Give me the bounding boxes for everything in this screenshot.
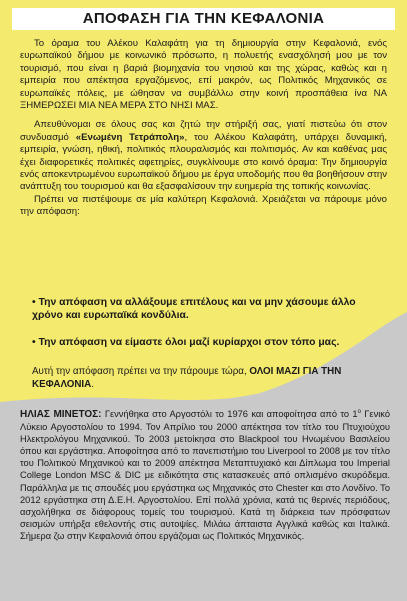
- closing-end: .: [91, 378, 94, 390]
- page-title: ΑΠΟΦΑΣΗ ΓΙΑ ΤΗΝ ΚΕΦΑΛΟΝΙΑ: [12, 8, 395, 30]
- main-text: [20, 38, 387, 219]
- bio-name: ΗΛΙΑΣ ΜΙΝΕΤΟΣ:: [20, 409, 102, 420]
- paragraph-2: [20, 119, 387, 193]
- paragraph-3: Πρέπει να πιστέψουμε σε μία καλύτερη Κεφαλονιά. Χρειάζεται να πάρουμε μόνο την απόφαση:: [20, 193, 387, 218]
- biography: [20, 408, 390, 542]
- bio-superscript: ο: [357, 408, 361, 415]
- bullet-2: • Την απόφαση να είμαστε όλοι μαζί κυρίαρχοι στον τόπο μας.: [32, 337, 340, 348]
- bullet-1: • Την απόφαση να αλλάξουμε επιτέλους και να μην χάσουμε άλλο χρόνο και ευρωπαϊκά κονδύλια.: [32, 297, 356, 322]
- paragraph-2-start: Απευθύνομαι σε όλους σας και ζητώ την στήριξή σας, γιατί πιστεύω ότι στον συνδυασμό: [20, 119, 387, 143]
- coalition-name: «Ενωμένη Τετράπολη»: [75, 131, 185, 143]
- bio-text-1: Γεννήθηκα στο Αργοστόλι το 1976 και αποφοίτησα από το 1: [101, 409, 358, 419]
- closing-start: Αυτή την απόφαση πρέπει να την πάρουμε τώρα,: [32, 366, 250, 377]
- bio-text-2: Γενικό Λύκειο Αργοστολίου το 1994. Τον Απρίλιο του 2000 απέκτησα τον τίτλο του Πτυχιούχου Ηλεκτρολόγου Μηχανικού. Το 2003 μετοίκησα στο Blackpool του Ηνωμένου Βασιλείου όπου και εργάστηκα. Αποφοίτησα από το πανεπιστήμιο του Liverpool το 2008 με τον τίτλο του Πολιτικού Μηχανικού και το 2009 απέκτησα Μεταπτυχιακό και Δίπλωμα του Imperial College London MSC & DIC με ειδικότητα στις κατασκευές από οπλισμένο σκυρόδεμα. Παράλληλα με τις σπουδές μου εργάστηκα ως Μηχανικός στο Chester και στο Λονδίνο. Το 2012 εργάστηκα στη Δ.Ε.Η. Αργοστολίου. Επί πολλά χρόνια, κατά τις θερινές περιόδους, ασχολήθηκα σε διάφορους τομείς του τουρισμού. Κατά τη διάρκεια των πρόσφατων σεισμών υπήρξα εθελοντής στις αυτοψίες. Μιλάω άπταιστα Αγγλικά καθώς και Ιταλικά. Σήμερα ζω στην Κεφαλονιά όπου εργάζομαι ως Πολιτικός Μηχανικός.: [20, 409, 390, 541]
- paragraph-2-end: , του Αλέκου Καλαφάτη, υπάρχει δυναμική, εμπειρία, γνώση, ηθική, πολιτικός πλουραλισμός και πολιτισμός. Αν και καθένας μας έχει διαφορετικές πολιτικές αφετηρίες, συγκλίνουμε στο κοινό όραμα: Την δημιουργία ενός αποκεντρωμένου ευρωπαϊκού δήμου με έργα υποδομής που θα βοηθήσουν στην ανάπτυξη του τουρισμού και θα εξασφαλίσουν την ευημερία της τοπικής κοινωνίας.: [20, 131, 387, 193]
- closing-statement: [32, 366, 382, 391]
- paragraph-1: Το όραμα του Αλέκου Καλαφάτη για τη δημιουργία στην Κεφαλονιά, ενός ευρωπαϊκού δήμου με κοινωνικό πρόσωπο, η πολυετής ενασχόλησή μου με τον τουρισμό, που είναι η βαριά βιομηχανία του νησιού και της χώρας, καθώς και η εμπειρία που απέκτησα εργαζόμενος, επί μακρόν, ως Πολιτικός Μηχανικός σε ευρωπαϊκές πόλεις, με ώθησαν να συμβάλλω στην κοινή προσπάθεια ίνα ΝΑ ΞΗΜΕΡΩΣΕΙ ΜΙΑ ΝΕΑ ΜΕΡΑ ΣΤΟ ΝΗΣΙ ΜΑΣ.: [20, 38, 387, 112]
- closing-slogan: ΟΛΟΙ ΜΑΖΙ ΓΙΑ ΤΗΝ ΚΕΦΑΛΟΝΙΑ: [32, 366, 342, 390]
